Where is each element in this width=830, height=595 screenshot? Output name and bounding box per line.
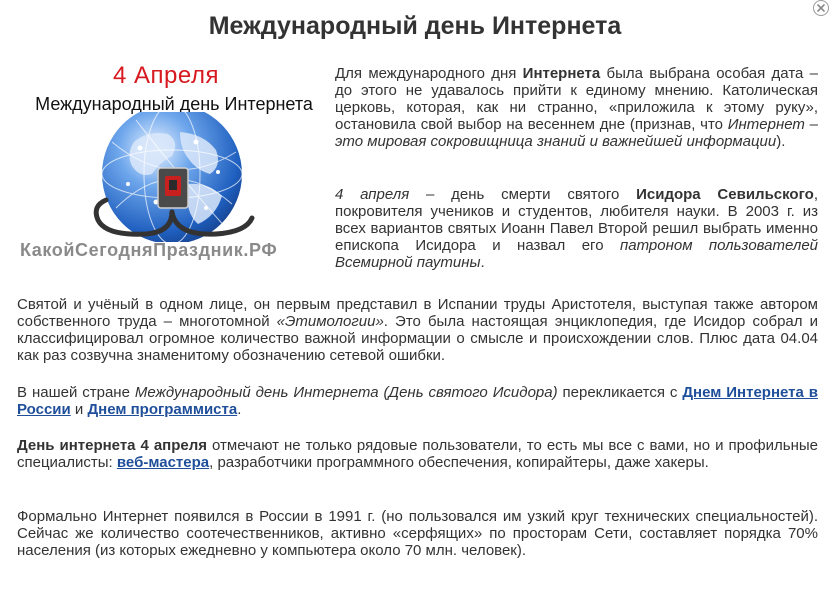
link-webmasters[interactable]: веб-мастера <box>116 454 210 471</box>
holiday-illustration <box>16 60 332 270</box>
paragraph-choice-of-date <box>335 65 818 150</box>
p1-text-3: ). <box>776 133 786 150</box>
p4-text-4: . <box>237 401 242 418</box>
p1-bold-internet: Интернета <box>522 65 601 82</box>
paragraph-aristotle <box>17 296 818 364</box>
p5-text-1: отмечают не только рядовые пользователи, то есть мы все с вами, но и профильные специалисты: <box>17 437 818 471</box>
p5-bold-day: День интернета 4 апреля <box>17 437 208 454</box>
p2-text-1: – день смерти святого <box>409 186 637 203</box>
link-programmer-day[interactable]: Днем программиста <box>87 401 238 418</box>
p1-italic-quote: Интернет – это мировая сокровищница знаний и важнейшей информации <box>335 116 818 150</box>
paragraph-saint-isidore <box>335 186 818 271</box>
p2-text-3: . <box>480 254 485 271</box>
p2-bold-isidore: Исидора Севильского <box>636 186 814 203</box>
p3-text-2: . Это была настоящая энциклопедия, где Исидор собрал и классифицировал огромное количество важной информации о смысле и происхождении слов. Плюс дата 04.04 как раз созвучна знаменитому обозначению сетевой ошибки. <box>17 313 818 364</box>
close-icon <box>817 4 825 12</box>
p4-italic-name: Международный день Интернета (День святого Исидора) <box>134 384 558 401</box>
p2-italic-patron: патроном пользователей Всемирной паутины <box>335 237 819 271</box>
p2-italic-date: 4 апреля <box>335 186 410 203</box>
globe-with-cable-icon <box>76 112 276 242</box>
p4-text-3: и <box>70 401 88 418</box>
illustration-watermark: КакойСегодняПраздник.РФ <box>20 240 278 260</box>
p6-text-1: Формально Интернет появился в России в 1991 г. (но пользовался им узкий круг технических специальностей). Сейчас же количество соотечественников, активно «серфящих» по просторам Сети, составляет порядка 70% населения (из которых ежедневно у компьютера около 70 млн. человек). <box>17 508 818 559</box>
p5-text-2: , разработчики программного обеспечения, копирайтеры, даже хакеры. <box>209 454 709 471</box>
illustration-date: 4 Апреля <box>113 62 219 89</box>
p4-text-1: В нашей стране <box>17 384 135 401</box>
p3-italic-etymology: «Этимологии» <box>276 313 384 330</box>
p1-text-1: Для международного дня <box>335 65 523 82</box>
paragraph-statistics <box>17 508 818 559</box>
p3-text-1: Святой и учёный в одном лице, он первым представил в Испании труды Аристотеля, выступая также автором собственного труда – многотомной <box>17 296 818 330</box>
illustration-subtitle: Международный день Интернета <box>35 94 313 114</box>
p4-text-2: перекликается с <box>557 384 683 401</box>
paragraph-who-celebrates <box>17 437 818 471</box>
page-title: Международный день Интернета <box>208 12 622 40</box>
link-internet-day-russia[interactable]: Днем Интернета в России <box>17 384 818 418</box>
p2-text-2: , покровителя учеников и студентов, любителя науки. В 2003 г. из всех вариантов святых Иоанн Павел Второй решил выбрать именно епископа Исидора и назвал его <box>335 186 818 254</box>
p1-text-2: была выбрана особая дата – до этого не удавалось прийти к единому мнению. Католическая церковь, которая, как ни странно, «приложила к этому руку», остановила свой выбор на весеннем дне (признав, что <box>335 65 818 133</box>
paragraph-russia <box>17 384 818 418</box>
